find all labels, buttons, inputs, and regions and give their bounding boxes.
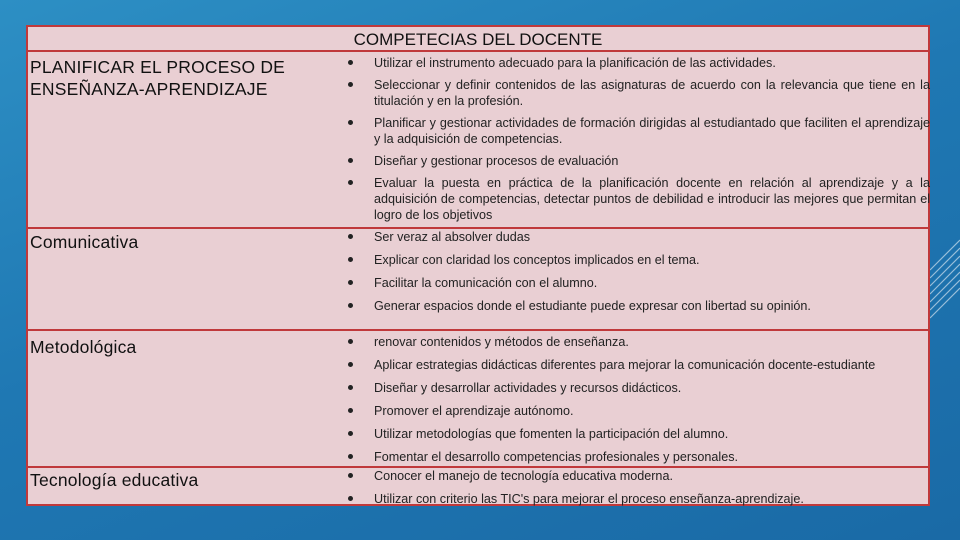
bullet-icon <box>348 408 353 413</box>
list-item: Generar espacios donde el estudiante puede expresar con libertad su opinión. <box>338 298 930 314</box>
bullet-icon <box>348 303 353 308</box>
bullet-icon <box>348 257 353 262</box>
list-item: Facilitar la comunicación con el alumno. <box>338 275 930 291</box>
category-label: Tecnología educativa <box>30 470 199 490</box>
list-item: Utilizar metodologías que fomenten la participación del alumno. <box>338 426 930 442</box>
category-label: PLANIFICAR EL PROCESO DE ENSEÑANZA-APRENDIZAJE <box>30 57 286 99</box>
list-item: Ser veraz al absolver dudas <box>338 229 930 245</box>
item-list <box>338 334 930 465</box>
bullet-icon <box>348 362 353 367</box>
list-item: Explicar con claridad los conceptos implicados en el tema. <box>338 252 930 268</box>
bullet-icon <box>348 60 353 65</box>
bullet-icon <box>348 339 353 344</box>
list-item: renovar contenidos y métodos de enseñanza. <box>338 334 930 350</box>
list-item: Aplicar estrategias didácticas diferentes para mejorar la comunicación docente-estudiante <box>338 357 930 373</box>
list-item: Conocer el manejo de tecnología educativa moderna. <box>338 468 930 484</box>
list-item: Seleccionar y definir contenidos de las asignaturas de acuerdo con la relevancia que tiene en la titulación y en la profesión. <box>338 77 930 109</box>
bullet-icon <box>348 280 353 285</box>
list-item: Evaluar la puesta en práctica de la planificación docente en relación al aprendizaje y a la adquisición de competencias, detectar puntos de debilidad e introducir las mejores que permitan el logro de los objetivos <box>338 175 930 223</box>
bullet-icon <box>348 454 353 459</box>
item-list <box>338 229 930 314</box>
list-item: Promover el aprendizaje autónomo. <box>338 403 930 419</box>
bullet-icon <box>348 385 353 390</box>
bullet-icon <box>348 473 353 478</box>
list-item: Diseñar y gestionar procesos de evaluación <box>338 153 930 169</box>
bullet-icon <box>348 180 353 185</box>
section-planificar <box>28 50 928 252</box>
category-label: Metodológica <box>30 337 137 357</box>
list-item: Utilizar con criterio las TIC's para mejorar el proceso enseñanza-aprendizaje. <box>338 491 930 507</box>
item-list <box>338 55 930 223</box>
list-item: Utilizar el instrumento adecuado para la planificación de las actividades. <box>338 55 930 71</box>
item-list <box>338 468 930 507</box>
bullet-icon <box>348 120 353 125</box>
competencies-table <box>26 25 930 506</box>
section-tecnologia <box>28 466 928 506</box>
section-comunicativa <box>28 227 928 332</box>
category-label: Comunicativa <box>30 232 139 252</box>
bullet-icon <box>348 234 353 239</box>
list-item: Fomentar el desarrollo competencias profesionales y personales. <box>338 449 930 465</box>
section-metodologica <box>28 329 928 469</box>
bullet-icon <box>348 158 353 163</box>
list-item: Planificar y gestionar actividades de formación dirigidas al estudiantado que faciliten el aprendizaje y la adquisición de competencias. <box>338 115 930 147</box>
list-item: Diseñar y desarrollar actividades y recursos didácticos. <box>338 380 930 396</box>
table-title: COMPETECIAS DEL DOCENTE <box>353 30 603 49</box>
bullet-icon <box>348 431 353 436</box>
bullet-icon <box>348 82 353 87</box>
bullet-icon <box>348 496 353 501</box>
